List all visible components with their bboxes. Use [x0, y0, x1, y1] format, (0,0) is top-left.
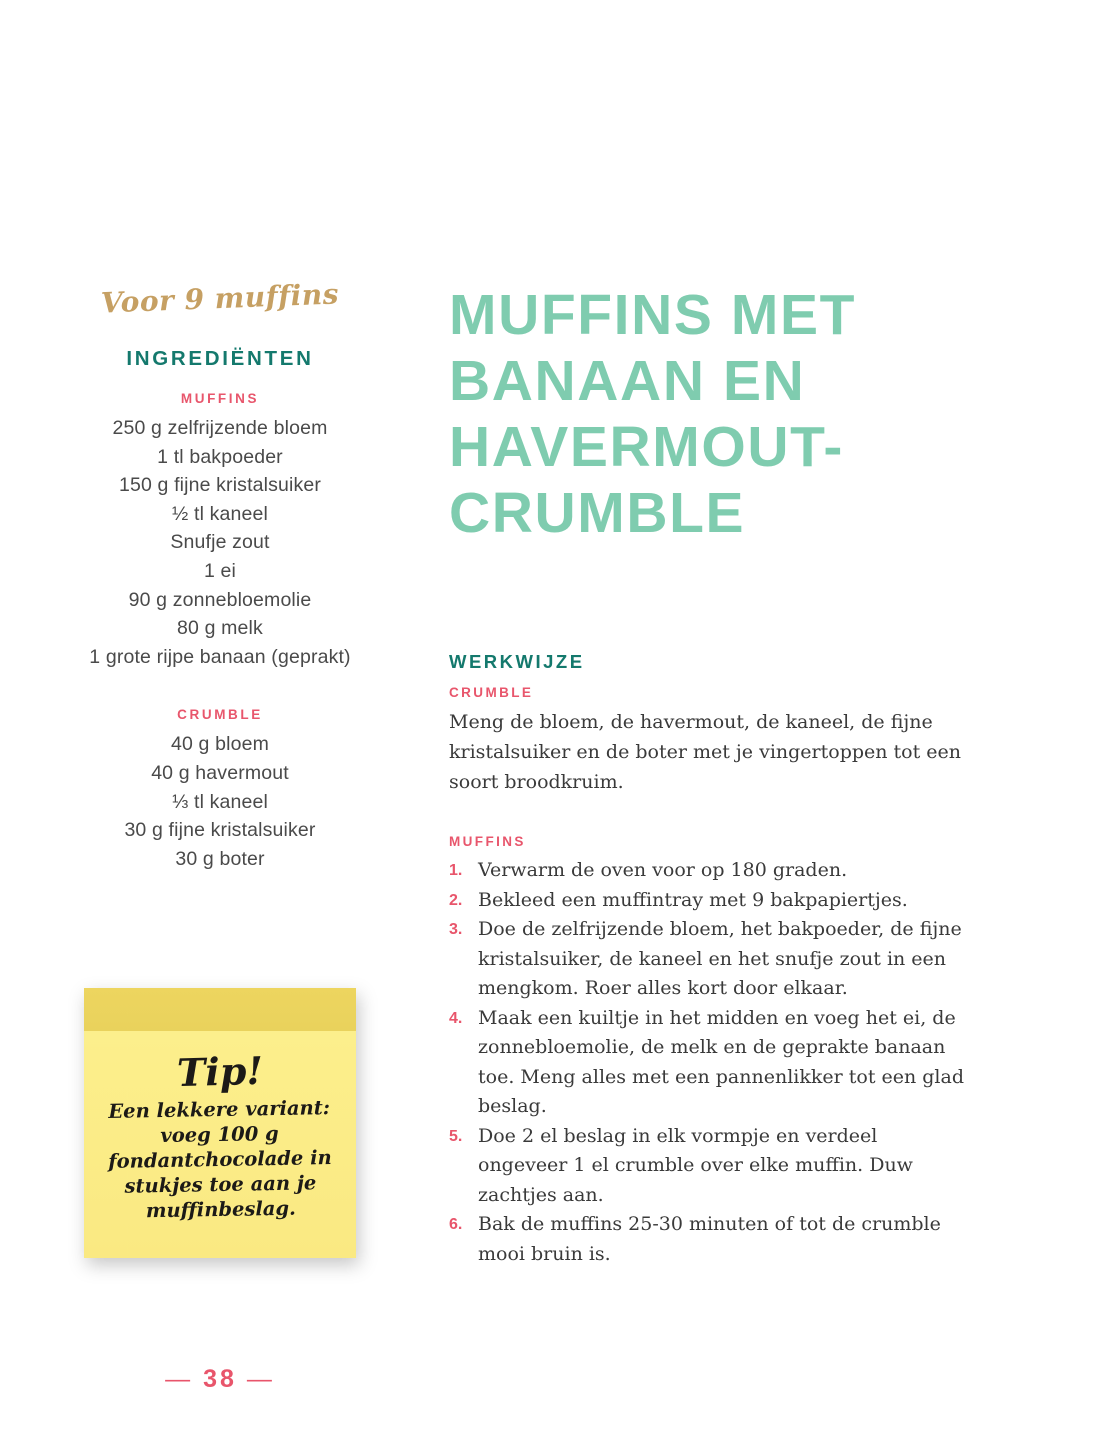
page-number: [84, 1365, 356, 1394]
tip-text: Een lekkere variant: voeg 100 g fondantchocolade in stukjes toe aan je muffinbeslag.: [108, 1096, 332, 1223]
page-number-dash-left: —: [165, 1365, 194, 1393]
ingredient-list: [84, 414, 356, 671]
method-steps-list: [449, 856, 969, 1269]
list-item: 80 g melk: [177, 617, 263, 640]
step-text: Maak een kuiltje in het midden en voeg het ei, de zonnebloemolie, de melk en de geprakte banaan toe. Meng alles met een pannenlikker tot een glad beslag.: [478, 1006, 964, 1117]
ingredient-group-muffins: [84, 391, 356, 671]
sticky-note-strip: [84, 988, 356, 1031]
list-item: 90 g zonnebloemolie: [128, 588, 312, 611]
list-item: 40 g bloem: [171, 733, 269, 756]
step-text: Bekleed een muffintray met 9 bakpapiertjes.: [478, 888, 908, 911]
servings-note: Voor 9 muffins: [100, 277, 340, 320]
step-number: 1.: [449, 862, 463, 879]
step-number: 6.: [449, 1216, 463, 1233]
list-item: 150 g fijne kristalsuiker: [118, 474, 322, 497]
list-item: 1 tl bakpoeder: [157, 445, 283, 468]
ingredients-column: [84, 277, 356, 873]
list-item: Snufje zout: [170, 531, 270, 554]
list-item: [449, 1122, 969, 1211]
step-text: Bak de muffins 25-30 minuten of tot de crumble mooi bruin is.: [478, 1213, 941, 1265]
list-item: 250 g zelfrijzende bloem: [112, 417, 328, 439]
step-text: Doe 2 el beslag in elk vormpje en verdeel ongeveer 1 el crumble over elke muffin. Duw zachtjes aan.: [478, 1124, 913, 1206]
recipe-content-column: [449, 282, 969, 1269]
page-title: MUFFINS MET BANAAN EN HAVERMOUT-CRUMBLE: [449, 283, 857, 545]
step-number: 5.: [449, 1127, 463, 1145]
method-section-label-muffins: MUFFINS: [449, 834, 526, 849]
tip-sticky-note: [84, 988, 356, 1258]
crumble-instructions: Meng de bloem, de havermout, de kaneel, de fijne kristalsuiker en de boter met je vingertoppen tot een soort broodkruim.: [449, 711, 962, 793]
method-heading: WERKWIJZE: [449, 651, 585, 672]
step-number: 4.: [449, 1009, 463, 1027]
page-number-value: 38: [203, 1365, 237, 1393]
list-item: [449, 856, 969, 886]
step-text: Doe de zelfrijzende bloem, het bakpoeder, de fijne kristalsuiker, de kaneel en het snufje zout in een mengkom. Roer alles kort door elkaar.: [478, 918, 962, 999]
ingredient-group-crumble: [84, 707, 356, 873]
list-item: [449, 915, 969, 1004]
group-spacer: [84, 671, 356, 707]
list-item: [449, 1004, 969, 1122]
list-item: ⅓ tl kaneel: [172, 790, 268, 813]
list-item: 40 g havermout: [151, 761, 289, 784]
step-text: Verwarm de oven voor op 180 graden.: [478, 859, 848, 881]
ingredient-list: [84, 730, 356, 873]
sticky-note-surface: [84, 988, 356, 1258]
list-item: 30 g boter: [175, 847, 265, 870]
sticky-note-body: [84, 1031, 356, 1258]
ingredient-group-label: MUFFINS: [180, 391, 260, 406]
list-item: 1 ei: [203, 559, 237, 582]
method-section-label-crumble: CRUMBLE: [449, 685, 534, 700]
ingredient-group-label: CRUMBLE: [177, 707, 263, 723]
list-item: 30 g fijne kristalsuiker: [124, 819, 316, 842]
list-item: [449, 886, 969, 916]
list-item: ½ tl kaneel: [172, 502, 268, 525]
ingredients-heading: INGREDIËNTEN: [126, 347, 314, 370]
step-number: 3.: [449, 921, 463, 938]
page-number-dash-right: —: [246, 1365, 275, 1393]
list-item: 1 grote rijpe banaan (geprakt): [89, 645, 351, 668]
list-item: [449, 1210, 969, 1269]
tip-title: Tip!: [176, 1047, 264, 1096]
step-number: 2.: [449, 891, 463, 909]
